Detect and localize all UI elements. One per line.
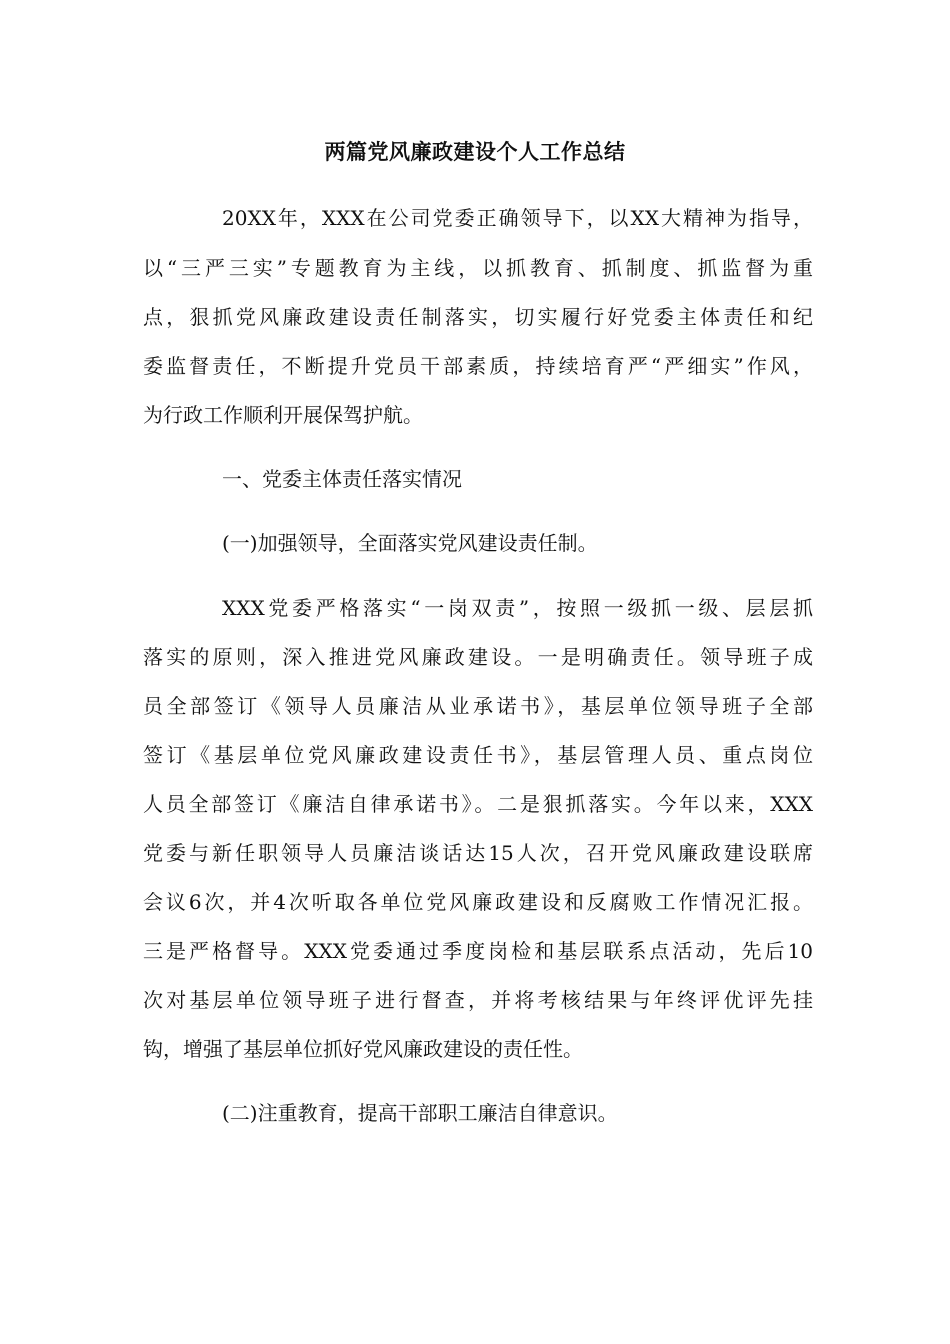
document-title: 两篇党风廉政建设个人工作总结 <box>324 139 626 164</box>
section-heading: 一、党委主体责任落实情况 <box>222 467 462 491</box>
intro-paragraph-line: 以“三严三实”专题教育为主线，以抓教育、抓制度、抓监督为重 <box>143 256 813 280</box>
body-paragraph-line: XXX党委严格落实“一岗双责”，按照一级抓一级、层层抓 <box>222 596 813 620</box>
body-paragraph-line: 员全部签订《领导人员廉洁从业承诺书》，基层单位领导班子全部 <box>143 694 813 718</box>
body-paragraph-line: 钩，增强了基层单位抓好党风廉政建设的责任性。 <box>143 1037 583 1061</box>
body-paragraph-line: 人员全部签订《廉洁自律承诺书》。二是狠抓落实。今年以来，XXX <box>143 792 813 816</box>
body-paragraph-line: 党委与新任职领导人员廉洁谈话达15人次，召开党风廉政建设联席 <box>143 841 813 865</box>
subsection-heading: (一)加强领导，全面落实党风建设责任制。 <box>222 531 598 555</box>
intro-paragraph-line: 点，狠抓党风廉政建设责任制落实，切实履行好党委主体责任和纪 <box>143 305 813 329</box>
body-paragraph-line: 落实的原则，深入推进党风廉政建设。一是明确责任。领导班子成 <box>143 645 813 669</box>
body-paragraph-line: 签订《基层单位党风廉政建设责任书》，基层管理人员、重点岗位 <box>143 743 813 767</box>
body-paragraph-line: 次对基层单位领导班子进行督查，并将考核结果与年终评优评先挂 <box>143 988 813 1012</box>
body-paragraph-line: 会议6次，并4次听取各单位党风廉政建设和反腐败工作情况汇报。 <box>143 890 813 914</box>
intro-paragraph-line: 20XX年，XXX在公司党委正确领导下，以XX大精神为指导， <box>222 206 813 230</box>
intro-paragraph-line: 为行政工作顺利开展保驾护航。 <box>143 403 423 427</box>
body-paragraph-line: 三是严格督导。XXX党委通过季度岗检和基层联系点活动，先后10 <box>143 939 813 963</box>
subsection-heading: (二)注重教育，提高干部职工廉洁自律意识。 <box>222 1101 618 1125</box>
intro-paragraph-line: 委监督责任，不断提升党员干部素质，持续培育严“严细实”作风， <box>143 354 813 378</box>
